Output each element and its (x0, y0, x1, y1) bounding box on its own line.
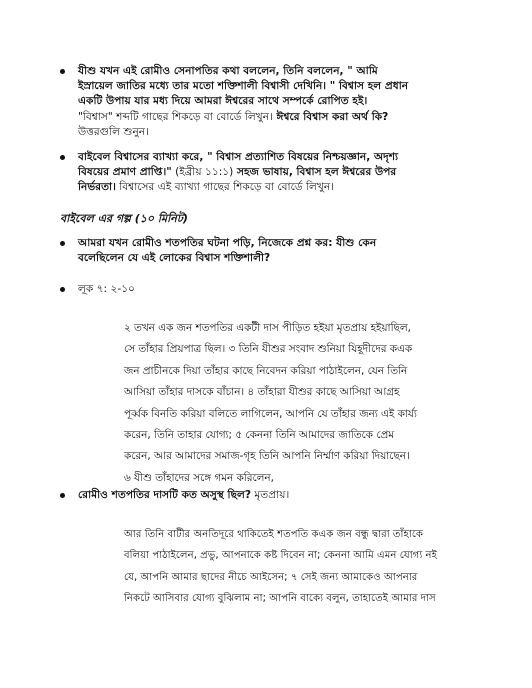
passage-line: আর তিনি বাটীর অনতিদূরে থাকিতেই শতপতি কএক জন বন্ধু দ্বারা তাঁহাকে (124, 529, 424, 540)
passage-line: ২ তখন এক জন শতপতির একটী দাস পীড়িত হইয়া মৃতপ্রায় হইয়াছিল, (124, 322, 411, 334)
bullet-line: বাইবেল বিশ্বাসের ব্যাখ্যা করে, " বিশ্বাস প্রত্যাশিত বিষয়ের নিশ্চয়জ্ঞান, অদৃশ্য (78, 151, 399, 163)
bullet-line: আমরা যখন রোমীও শতপতির ঘটনা পড়ি, নিজেকে প্রশ্ন কর: যীশু কেন (78, 237, 377, 249)
definition-text: সহজ ভাষায়, বিশ্বাস হল ঈশ্বরের উপর (233, 166, 397, 179)
question-text: ঈশ্বরে বিশ্বাস করা অর্থ কি? (272, 110, 389, 123)
passage-line: ৬ যীশু তাঁহাদের সঙ্গে গমন করিলেন, (124, 471, 274, 484)
passage-line: বলিয়া পাঠাইলেন, প্রভু, আপনাকে কষ্ট দিবেন না; কেননা আমি এমন যোগ্য নই (124, 550, 437, 562)
bullet-line: বলেছিলেন যে এই লোকের বিশ্বাস শক্তিশালী? (78, 252, 271, 265)
bullet-dot-icon (60, 287, 65, 292)
bullet-dot-icon (60, 69, 65, 74)
passage-line: করেন, আর আমাদের সমাজ-গৃহ তিনি আপনি নির্ম্মাণ করিয়া দিয়াছেন। (124, 450, 410, 463)
section-heading: বাইবেল এর গল্প (১০ মিনিট) (60, 212, 188, 225)
scripture-passage (124, 524, 476, 610)
scripture-reference: (ইব্রীয় ১১:১) (171, 166, 234, 179)
definition-text: নির্ভরতা। (78, 181, 116, 194)
bullet-faith-definition (78, 150, 470, 196)
bullet-line: উত্তরগুলি শুনুন। (78, 125, 149, 138)
passage-line: পূর্ব্বক বিনতি করিয়া বলিতে লাগিলেন, আপনি যে তাঁহার জন্য এই কার্য্য (124, 407, 417, 420)
passage-line: নিকটে আসিবার যোগ্য বুঝিলাম না; আপনি বাক্যে বলুন, তাহাতেই আমার দাস (124, 593, 436, 605)
definition-text: বিষয়ের প্রমাণ প্রাপ্তি।" (78, 166, 172, 179)
bullet-servant-question (78, 488, 470, 503)
answer-text: মৃতপ্রায়। (251, 489, 290, 501)
passage-line: আসিয়া তাঁহার দাসকে বাঁচান। ৪ তাঁহারা যীশুর কাছে আসিয়া আগ্রহ (124, 386, 400, 399)
bullet-scripture-reference (78, 282, 470, 297)
passage-line: জন প্রাচীনকে দিয়া তাঁহার কাছে নিবেদন করিয়া পাঠাইলেন, যেন তিনি (124, 364, 408, 377)
bullet-faith-intro (78, 64, 470, 140)
bullet-line: একটি উপায় যার মধ্য দিয়ে আমরা ঈশ্বরের সাথে সম্পর্কে রোপিত হই। (78, 95, 368, 108)
passage-line: করেন, তিনি তাহার যোগ্য; ৫ কেননা তিনি আমাদের জাতিকে প্রেম (124, 429, 394, 442)
bullet-line (78, 488, 470, 503)
bullet-dot-icon (60, 241, 65, 246)
instruction-text: "বিশ্বাস" শব্দটি গাছের শিকড়ে বা বোর্ডে লিখুন। (78, 110, 273, 123)
bullet-line (78, 180, 470, 195)
bullet-line (78, 165, 470, 180)
bullet-line: ইস্রায়েল জাতির মধ্যে তার মতো শক্তিশালী বিশ্বাসী দেখিনি। " বিশ্বাস হল প্রধান (78, 80, 409, 93)
passage-line: সে তাঁহার প্রিয়পাত্র ছিল। ৩ তিনি যীশুর সংবাদ শুনিয়া যিহূদীদের কএক (124, 343, 413, 356)
instruction-text: বিশ্বাসের এই ব্যাখ্যা গাছের শিকড়ে বা বোর্ডে লিখুন। (115, 181, 335, 194)
scripture-passage (124, 318, 476, 489)
passage-line: যে, আপনি আমার ছাদের নীচে আইসেন; ৭ সেই জন্য আমাকেও আপনার (124, 571, 418, 583)
bullet-dot-icon (60, 155, 65, 160)
bullet-reading-question (78, 236, 470, 266)
bullet-dot-icon (60, 493, 65, 498)
scripture-reference: লূক ৭: ২-১০ (78, 283, 135, 295)
bullet-line: যীশু যখন এই রোমীও সেনাপতির কথা বললেন, তিনি বললেন, " আমি (78, 65, 378, 77)
bullet-line (78, 110, 470, 125)
question-text: রোমীও শতপতির দাসটি কত অসুস্থ ছিল? (78, 489, 252, 501)
